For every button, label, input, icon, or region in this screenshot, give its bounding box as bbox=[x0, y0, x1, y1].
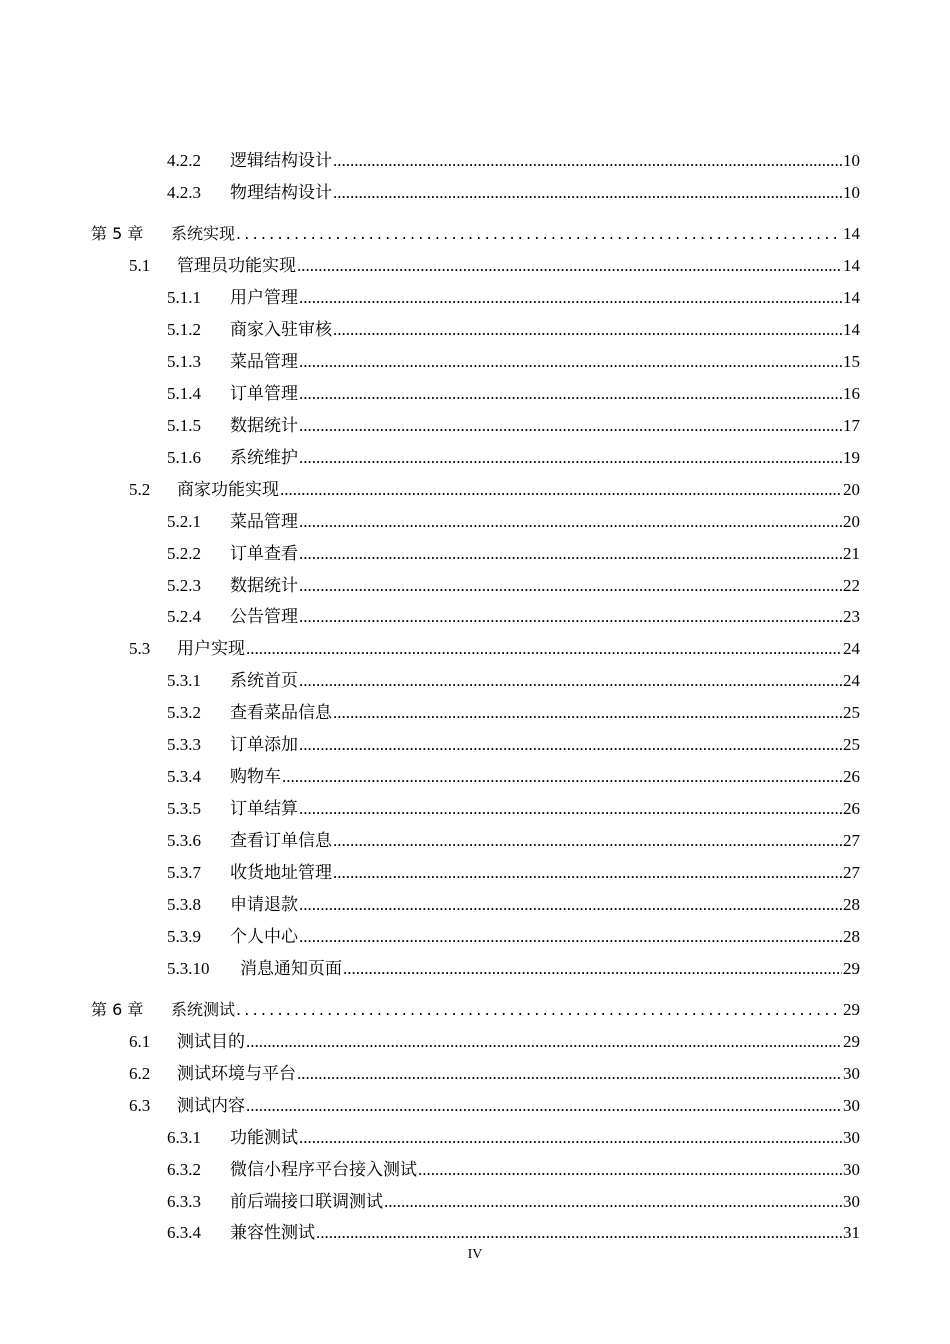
dot-leader bbox=[246, 1094, 842, 1118]
toc-subsection-entry[interactable] bbox=[167, 1190, 860, 1214]
toc-entry-number: 6.3 bbox=[129, 1096, 151, 1115]
toc-entry-number: 第 5 章 bbox=[91, 224, 144, 243]
toc-entry-number: 5.3.2 bbox=[167, 703, 201, 722]
toc-subsection-entry[interactable] bbox=[167, 605, 860, 629]
toc-entry-title: 订单添加 bbox=[230, 735, 298, 754]
toc-subsection-entry[interactable] bbox=[167, 181, 860, 205]
toc-entry-number: 5.3.1 bbox=[167, 671, 201, 690]
dot-leader bbox=[299, 350, 842, 374]
toc-subsection-entry[interactable] bbox=[167, 149, 860, 173]
dot-leader bbox=[333, 318, 842, 342]
toc-entry-title: 消息通知页面 bbox=[240, 959, 342, 978]
toc-section-entry[interactable] bbox=[129, 478, 860, 502]
toc-entry-title: 测试目的 bbox=[177, 1032, 245, 1051]
toc-entry-title: 申请退款 bbox=[230, 895, 298, 914]
toc-page-number: 10 bbox=[843, 183, 860, 202]
dot-leader bbox=[333, 149, 842, 173]
toc-page-number: 14 bbox=[843, 320, 860, 339]
dot-leader bbox=[236, 222, 842, 246]
toc-subsection-entry[interactable] bbox=[167, 414, 860, 438]
dot-leader bbox=[299, 893, 842, 917]
toc-entry-title: 测试环境与平台 bbox=[177, 1064, 296, 1083]
dot-leader bbox=[299, 510, 842, 534]
toc-subsection-entry[interactable] bbox=[167, 797, 860, 821]
toc-entry-title: 收货地址管理 bbox=[230, 863, 332, 882]
toc-page-number: 28 bbox=[843, 895, 860, 914]
toc-entry-number: 6.1 bbox=[129, 1032, 151, 1051]
toc-entry-title: 用户管理 bbox=[230, 288, 298, 307]
dot-leader bbox=[299, 542, 842, 566]
toc-page-number: 29 bbox=[843, 1032, 860, 1051]
toc-entry-title: 系统测试 bbox=[171, 1000, 236, 1019]
toc-page-number: 30 bbox=[843, 1160, 860, 1179]
toc-page-number: 31 bbox=[843, 1223, 860, 1242]
dot-leader bbox=[246, 637, 842, 661]
toc-entry-number: 5.2.2 bbox=[167, 544, 201, 563]
toc-entry-number: 5.1.6 bbox=[167, 448, 201, 467]
dot-leader bbox=[299, 574, 842, 598]
toc-page-number: 30 bbox=[843, 1192, 860, 1211]
toc-chapter-entry[interactable] bbox=[91, 222, 860, 246]
dot-leader bbox=[246, 1030, 842, 1054]
toc-entry-number: 5.3.3 bbox=[167, 735, 201, 754]
dot-leader bbox=[299, 446, 842, 470]
toc-entry-title: 用户实现 bbox=[177, 639, 245, 658]
toc-page-number: 24 bbox=[843, 639, 860, 658]
toc-entry-number: 6.3.4 bbox=[167, 1223, 201, 1242]
toc-entry-number: 5.1.5 bbox=[167, 416, 201, 435]
toc-subsection-entry[interactable] bbox=[167, 669, 860, 693]
toc-section-entry[interactable] bbox=[129, 1094, 860, 1118]
toc-entry-title: 购物车 bbox=[230, 767, 281, 786]
toc-entry-title: 逻辑结构设计 bbox=[230, 151, 332, 170]
dot-leader bbox=[280, 478, 842, 502]
dot-leader bbox=[333, 701, 842, 725]
toc-entry-title: 菜品管理 bbox=[230, 512, 298, 531]
toc-entry-title: 管理员功能实现 bbox=[177, 256, 296, 275]
dot-leader bbox=[297, 254, 842, 278]
toc-entry-number: 第 6 章 bbox=[91, 1000, 144, 1019]
toc-section-entry[interactable] bbox=[129, 254, 860, 278]
dot-leader bbox=[282, 765, 842, 789]
dot-leader bbox=[343, 957, 842, 981]
dot-leader bbox=[299, 669, 842, 693]
toc-page-number: 16 bbox=[843, 384, 860, 403]
dot-leader bbox=[384, 1190, 842, 1214]
toc-entry-title: 订单结算 bbox=[230, 799, 298, 818]
toc-entry-title: 数据统计 bbox=[230, 416, 298, 435]
dot-leader bbox=[299, 286, 842, 310]
toc-subsection-entry[interactable] bbox=[167, 1221, 860, 1245]
toc-entry-number: 5.3.9 bbox=[167, 927, 201, 946]
toc-entry-number: 6.3.3 bbox=[167, 1192, 201, 1211]
toc-page-number: 29 bbox=[843, 959, 860, 978]
toc-page-number: 30 bbox=[843, 1064, 860, 1083]
toc-entry-number: 5.3.8 bbox=[167, 895, 201, 914]
toc-entry-number: 5.3.7 bbox=[167, 863, 201, 882]
toc-entry-number: 5.1.1 bbox=[167, 288, 201, 307]
dot-leader bbox=[299, 925, 842, 949]
toc-subsection-entry[interactable] bbox=[167, 861, 860, 885]
toc-page-number: 28 bbox=[843, 927, 860, 946]
dot-leader bbox=[299, 382, 842, 406]
toc-page-number: 23 bbox=[843, 607, 860, 626]
toc-subsection-entry[interactable] bbox=[167, 957, 860, 981]
toc-page-number: 29 bbox=[843, 1000, 860, 1019]
toc-page-number: 27 bbox=[843, 831, 860, 850]
toc-entry-title: 系统实现 bbox=[171, 224, 236, 243]
toc-subsection-entry[interactable] bbox=[167, 510, 860, 534]
dot-leader bbox=[299, 1126, 842, 1150]
toc-entry-number: 5.1.4 bbox=[167, 384, 201, 403]
toc-entry-number: 5.2.4 bbox=[167, 607, 201, 626]
toc-page-number: 26 bbox=[843, 799, 860, 818]
toc-entry-number: 6.3.1 bbox=[167, 1128, 201, 1147]
page-number-footer: IV bbox=[467, 1247, 483, 1262]
toc-subsection-entry[interactable] bbox=[167, 925, 860, 949]
toc-page-number: 19 bbox=[843, 448, 860, 467]
toc-section-entry[interactable] bbox=[129, 1030, 860, 1054]
toc-entry-title: 微信小程序平台接入测试 bbox=[230, 1160, 417, 1179]
toc-subsection-entry[interactable] bbox=[167, 286, 860, 310]
toc-entry-number: 4.2.3 bbox=[167, 183, 201, 202]
toc-entry-title: 订单查看 bbox=[230, 544, 298, 563]
toc-subsection-entry[interactable] bbox=[167, 446, 860, 470]
toc-subsection-entry[interactable] bbox=[167, 542, 860, 566]
dot-leader bbox=[333, 829, 842, 853]
dot-leader bbox=[299, 414, 842, 438]
toc-entry-number: 5.1.2 bbox=[167, 320, 201, 339]
toc-entry-title: 查看菜品信息 bbox=[230, 703, 332, 722]
toc-subsection-entry[interactable] bbox=[167, 350, 860, 374]
toc-entry-number: 5.3 bbox=[129, 639, 151, 658]
toc-page-number: 22 bbox=[843, 576, 860, 595]
toc-entry-title: 查看订单信息 bbox=[230, 831, 332, 850]
dot-leader bbox=[297, 1062, 842, 1086]
toc-entry-number: 5.2.1 bbox=[167, 512, 201, 531]
toc-entry-title: 商家入驻审核 bbox=[230, 320, 332, 339]
dot-leader bbox=[333, 181, 842, 205]
toc-subsection-entry[interactable] bbox=[167, 893, 860, 917]
toc-entry-title: 物理结构设计 bbox=[230, 183, 332, 202]
toc-entry-title: 公告管理 bbox=[230, 607, 298, 626]
toc-entry-title: 测试内容 bbox=[177, 1096, 245, 1115]
dot-leader bbox=[299, 797, 842, 821]
toc-chapter-entry[interactable] bbox=[91, 998, 860, 1022]
dot-leader bbox=[236, 998, 842, 1022]
toc-page-number: 20 bbox=[843, 512, 860, 531]
toc-entry-title: 前后端接口联调测试 bbox=[230, 1192, 383, 1211]
toc-entry-number: 6.3.2 bbox=[167, 1160, 201, 1179]
toc-page-number: 14 bbox=[843, 288, 860, 307]
toc-entry-number: 5.3.6 bbox=[167, 831, 201, 850]
toc-entry-number: 5.1.3 bbox=[167, 352, 201, 371]
toc-entry-title: 数据统计 bbox=[230, 576, 298, 595]
toc-page-number: 20 bbox=[843, 480, 860, 499]
toc-entry-title: 商家功能实现 bbox=[177, 480, 279, 499]
dot-leader bbox=[418, 1158, 842, 1182]
toc-entry-number: 5.1 bbox=[129, 256, 151, 275]
toc-subsection-entry[interactable] bbox=[167, 733, 860, 757]
toc-entry-title: 个人中心 bbox=[230, 927, 298, 946]
toc-subsection-entry[interactable] bbox=[167, 574, 860, 598]
dot-leader bbox=[316, 1221, 842, 1245]
toc-page-number: 30 bbox=[843, 1128, 860, 1147]
toc-subsection-entry[interactable] bbox=[167, 1158, 860, 1182]
dot-leader bbox=[299, 733, 842, 757]
toc-entry-number: 6.2 bbox=[129, 1064, 151, 1083]
toc-page-number: 25 bbox=[843, 735, 860, 754]
dot-leader bbox=[299, 605, 842, 629]
toc-entry-title: 菜品管理 bbox=[230, 352, 298, 371]
toc-page-number: 10 bbox=[843, 151, 860, 170]
toc-page-number: 24 bbox=[843, 671, 860, 690]
toc-entry-title: 兼容性测试 bbox=[230, 1223, 315, 1242]
toc-entry-number: 4.2.2 bbox=[167, 151, 201, 170]
toc-entry-number: 5.3.4 bbox=[167, 767, 201, 786]
toc-page-number: 26 bbox=[843, 767, 860, 786]
toc-subsection-entry[interactable] bbox=[167, 1126, 860, 1150]
toc-entry-title: 订单管理 bbox=[230, 384, 298, 403]
toc-page-number: 30 bbox=[843, 1096, 860, 1115]
toc-subsection-entry[interactable] bbox=[167, 701, 860, 725]
toc-entry-number: 5.3.5 bbox=[167, 799, 201, 818]
toc-page-number: 25 bbox=[843, 703, 860, 722]
toc-entry-number: 5.2.3 bbox=[167, 576, 201, 595]
toc-page-number: 27 bbox=[843, 863, 860, 882]
dot-leader bbox=[333, 861, 842, 885]
toc-subsection-entry[interactable] bbox=[167, 829, 860, 853]
toc-subsection-entry[interactable] bbox=[167, 318, 860, 342]
toc-subsection-entry[interactable] bbox=[167, 765, 860, 789]
toc-page-number: 17 bbox=[843, 416, 860, 435]
toc-subsection-entry[interactable] bbox=[167, 382, 860, 406]
toc-page-number: 14 bbox=[843, 256, 860, 275]
toc-entry-title: 功能测试 bbox=[230, 1128, 298, 1147]
toc-entry-title: 系统维护 bbox=[230, 448, 298, 467]
toc-entry-title: 系统首页 bbox=[230, 671, 298, 690]
toc-page-number: 15 bbox=[843, 352, 860, 371]
toc-entry-number: 5.2 bbox=[129, 480, 151, 499]
toc-section-entry[interactable] bbox=[129, 637, 860, 661]
toc-section-entry[interactable] bbox=[129, 1062, 860, 1086]
toc-page-number: 14 bbox=[843, 224, 860, 243]
toc-page-number: 21 bbox=[843, 544, 860, 563]
toc-entry-number: 5.3.10 bbox=[167, 959, 210, 978]
